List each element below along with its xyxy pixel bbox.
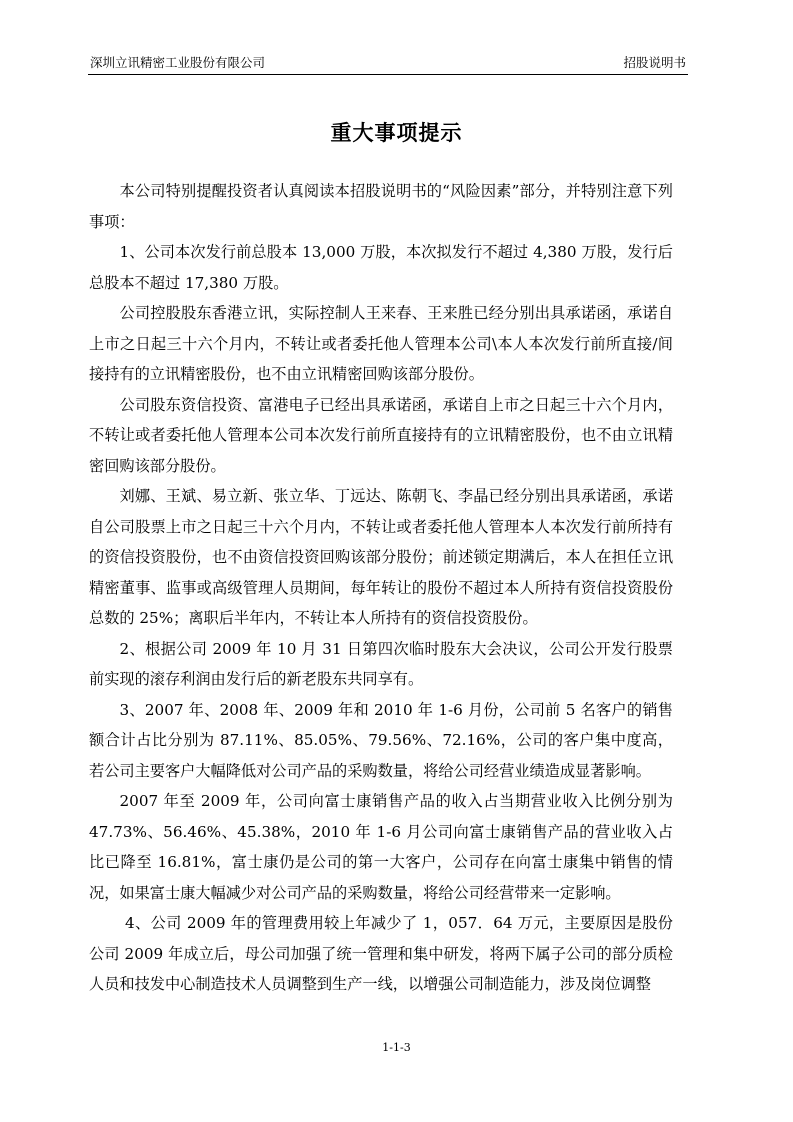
- item-2-retained-profit-paragraph: 2、根据公司 2009 年 10 月 31 日第四次临时股东大会决议，公司公开发行股票前实现的滚存利润由发行后的新老股东共同享有。: [89, 639, 673, 688]
- item-3-customer-concentration-paragraph: 3、2007 年、2008 年、2009 年和 2010 年 1-6 月份，公司前 5 名客户的销售额合计占比分别为 87.11%、85.05%、79.56%、72.16%，公司的客户集中度高，若公司主要客户大幅降低对公司产品的采购数量，将给公司经营业绩造成显著影响。: [89, 700, 673, 780]
- header-company-name: 深圳立讯精密工业股份有限公司: [90, 55, 266, 70]
- intro-paragraph: 本公司特别提醒投资者认真阅读本招股说明书的“风险因素”部分，并特别注意下列事项：: [89, 182, 673, 231]
- page-title: 重大事项提示: [330, 121, 463, 145]
- controlling-shareholder-lockup-paragraph: 公司控股股东香港立讯，实际控制人王来春、王来胜已经分别出具承诺函，承诺自上市之日起三十六个月内，不转让或者委托他人管理本公司\本人本次发行前所直接/间接持有的立讯精密股份，也不由立讯精密回购该部分股份。: [89, 304, 673, 383]
- foxconn-sales-paragraph: 2007 年至 2009 年，公司向富士康销售产品的收入占当期营业收入比例分别为 47.73%、56.46%、45.38%，2010 年 1-6 月公司向富士康销售产品的营业收入占比已降至 16.81%，富士康仍是公司的第一大客户，公司存在向富士康集中销售的情况，如果富士康大幅减少对公司产品的采购数量，将给公司经营带来一定影响。: [89, 792, 673, 902]
- item-4-management-expense-paragraph: 4、公司 2009 年的管理费用较上年减少了 1，057．64 万元，主要原因是股份公司 2009 年成立后，母公司加强了统一管理和集中研发，将两下属子公司的部分质检人员和技发中心制造技术人员调整到生产一线，以增强公司制造能力，涉及岗位调整: [89, 914, 673, 993]
- individual-lockup-paragraph: 刘娜、王斌、易立新、张立华、丁远达、陈朝飞、李晶已经分别出具承诺函，承诺自公司股票上市之日起三十六个月内，不转让或者委托他人管理本人本次发行前所持有的资信投资股份，也不由资信投资回购该部分股份；前述锁定期满后，本人在担任立讯精密董事、监事或高级管理人员期间，每年转让的股份不超过本人所持有资信投资股份总数的 25%；离职后半年内，不转让本人所持有的资信投资股份。: [89, 487, 673, 627]
- page-header: [88, 52, 688, 75]
- page-number: 1-1-3: [382, 1041, 411, 1054]
- document-body: [89, 176, 673, 1000]
- shareholder-lockup-paragraph: 公司股东资信投资、富港电子已经出具承诺函，承诺自上市之日起三十六个月内，不转让或者委托他人管理本公司本次发行前所直接持有的立讯精密股份，也不由立讯精密回购该部分股份。: [89, 395, 673, 475]
- item-1-share-capital-paragraph: 1、公司本次发行前总股本 13,000 万股，本次拟发行不超过 4,380 万股，发行后总股本不超过 17,380 万股。: [89, 243, 673, 292]
- header-document-type: 招股说明书: [623, 55, 686, 70]
